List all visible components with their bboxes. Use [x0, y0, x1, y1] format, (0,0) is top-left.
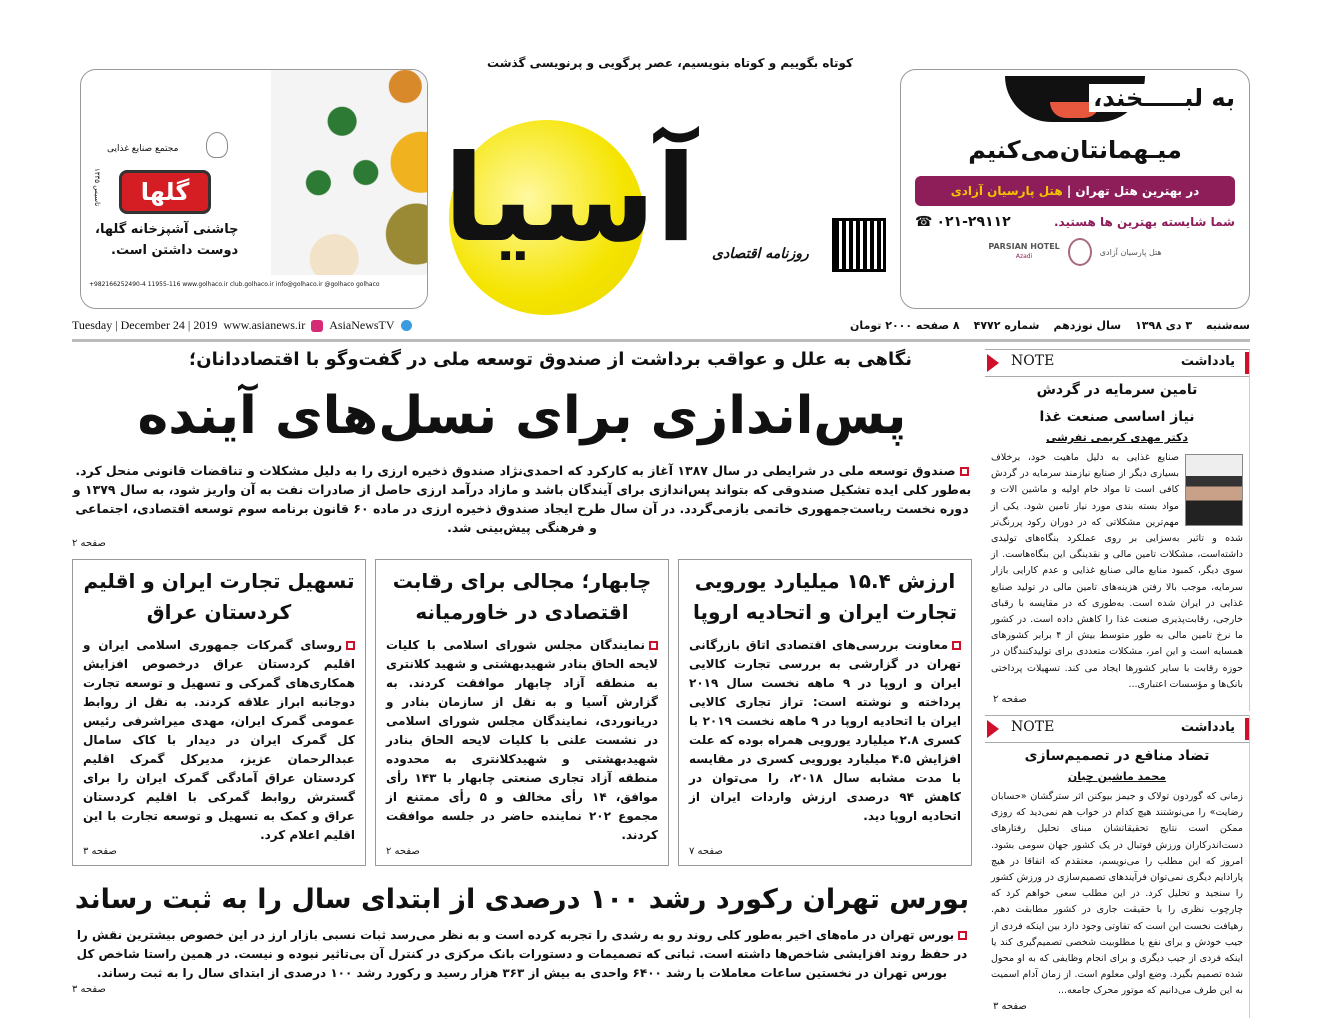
ad-slogan-2: دوست داشتن است.	[111, 243, 239, 258]
bullet-icon	[960, 467, 969, 476]
page-ref[interactable]: صفحه ۲	[72, 538, 106, 549]
ad-slogan-1: چاشنی آشپزخانه گلها،	[95, 222, 239, 237]
ad-line-1: به لبـــــخند،	[1089, 84, 1235, 112]
main-kicker: نگاهی به علل و عواقب برداشت از صندوق توسعه ملی در گفت‌وگو با اقتصاددانان؛	[189, 349, 912, 370]
logo-subtitle: روزنامه اقتصادی	[712, 246, 809, 262]
bullet-icon	[346, 641, 355, 650]
masthead-slogan: کوتاه بگوییم و کوتاه بنویسیم، عصر پرگویی و پرنویسی گذشت	[487, 56, 853, 70]
ad-line-2: میـهمانتان‌می‌کنیم	[968, 136, 1182, 164]
bottom-headline[interactable]: بورس تهران رکورد رشد ۱۰۰ درصدی از ابتدای سال را به ثبت رساند	[74, 884, 970, 915]
note-text: صنایع غذایی به دلیل ماهیت خود، برخلاف بسیاری دیگر از صنایع نیازمند سرمایه در گردش کافی است تا مواد خام اولیه و ماشین الات و مواد بسته بندی مورد نیاز تامین شود. یکی از مهم‌ترین مشکلاتی که در دوران رکود پررنگ‌تر شده و تاثیر به‌سزایی بر روی عملکرد بنگاه‌های تولیدی داشته‌است، مشکلات تامین مالی و نقدینگی این بنگاه‌هاست. از سوی دیگر، کمبود منابع مالی صنایع غذایی و عدم کارایی بازار سرمایه، موجب بالا رفتن هزینه‌های تامین مالی در تولید صنایع غذایی در ایران شده است. به‌طوری که در مقایسه با رقبای خارجی، رقابت‌پذیری صنعت غذا را کاهش داده است. در کشور ما نرخ تامین مالی به طور متوسط بیش از ۴ برابر کشورهای همسایه است و این امر، مشکلات متعددی برای تولیدکنندگان در حوزه رقابت با سایر کشورها ایجاد می کند. تسهیلات پرداختی بانک‌ها و مؤسسات اعتباری...	[991, 452, 1243, 690]
instagram-icon	[311, 320, 323, 332]
parsian-hotel-ad[interactable]	[900, 69, 1250, 309]
arrow-icon	[987, 354, 999, 372]
hotel-en: PARSIAN HOTEL	[988, 242, 1060, 251]
story-title: تسهیل تجارت ایران و اقلیم کردستان عراق	[83, 569, 355, 624]
story-body: معاونت بررسی‌های اقتصادی اتاق بازرگانی تهران در گزارشی به بررسی تجارت کالایی ایران و اروپا در ۹ ماهه نخست سال ۲۰۱۹ پرداخته و نوشته است: تراز تجاری کالایی ایران با اتحادیه اروپا در ۹ ماهه نخست ۲۰۱۹ با کسری ۲.۸ میلیارد یورویی همراه بوده که علت افزایش ۴.۵ میلیارد یورویی کسری در مقایسه با مدت مشابه سال ۲۰۱۸، را می‌توان در کاهش ۹۴ درصدی ارزش واردات ایران از اتحادیه اروپا دید.	[689, 638, 962, 823]
stories-row	[72, 559, 972, 866]
note-text: زمانی که گوردون تولاک و جیمز بیوکنن اثر سترگشان «حسابان رضایت» را می‌نوشتند هیچ کدام در خواب هم نمی‌دید که روزی ممکن است نتایج تحقیقاتشان مبنای تحلیل رفتارهای دست‌اندرکاران ورزش فوتبال در یک کشور جهان سومی بشود. امروز که این مطلب را می‌نویسم، معتقدم که اتفاقا در هیچ پارادایم دیگری نمی‌توان فرآیندهای تصمیم‌سازی در ورزش کشور را سنجید و تحلیل کرد. در این مطلب سعی خواهم کرد که چارچوب نظری را با حقیقت جاری در کشور مطابقت دهم. رهیافت نخست این است که تفاوتی وجود دارد بین اینکه فردی از جیب خودش و برای نفع یا مطلوبیت شخصی تصمیم‌گیری کند یا اینکه فردی از جیب دیگری و برای انجام وظایفی که به او محول شده تصمیم بگیرد. وضع اولی معلوم است. از زمان آدام اسمیت به این طرف می‌دانیم که موتور محرک جامعه...	[991, 791, 1243, 997]
note-column	[985, 349, 1250, 711]
page-ref[interactable]: صفحه ۳	[72, 984, 106, 995]
divider	[72, 339, 1250, 342]
date-en: Tuesday | December 24 | 2019	[72, 318, 218, 332]
hotel-fa: هتل پارسیان آزادی	[1099, 247, 1162, 257]
note-author: محمد ماشین چیان	[1067, 770, 1167, 784]
story-body: نمایندگان مجلس شورای اسلامی با کلیات لایحه الحاق بنادر شهیدبهشتی و شهید کلانتری به منطقه آزاد چابهار موافقت کردند. به گزارش آسیا و به نقل از سازمان بنادر و دریانوردی، نمایندگان مجلس شورای اسلامی در نشست علنی با کلیات لایحه الحاق بنادر شهیدبهشتی و شهیدکلانتری به محدوده منطقه آزاد تجاری صنعتی چابهار با ۱۴۳ رأی موافق، ۱۴ رأی مخالف و ۵ رأی ممتنع از مجموع ۲۰۲ نماینده حاضر در جلسه موافقت کردند.	[386, 638, 658, 842]
main-column	[72, 347, 972, 997]
info-bar	[72, 318, 1250, 333]
band-text-2: هتل پارسیان آزادی	[950, 184, 1063, 198]
note-header	[985, 715, 1249, 743]
bullet-icon	[952, 641, 961, 650]
notes-sidebar	[985, 349, 1250, 1018]
accent-bar	[1245, 352, 1249, 374]
note-header	[985, 349, 1249, 377]
newspaper-logo: آسیا	[443, 130, 697, 269]
page-ref[interactable]: صفحه ۳	[83, 846, 117, 857]
page-ref[interactable]: صفحه ۲	[993, 694, 1027, 706]
story-body: روسای گمرکات جمهوری اسلامی ایران و اقلیم کردستان عراق درخصوص افزایش همکاری‌های گمرکی و تسهیل و توسعه تجارت دوجانبه ابراز علاقه کردند. به نقل از روابط عمومی گمرک ایران، مهدی میراشرفی رئیس کل گمرک ایران در دیدار با کاک سامال عبدالرحمان عزیز، مدیرکل گمرک اقلیم کردستان عراق آمادگی گمرک ایران را برای گسترش روابط گمرکی با اقلیم کردستان عراق و کمک به تسهیل و توسعه تجارت با این اقلیم اعلام کرد.	[83, 638, 355, 842]
note-label-en: NOTE	[1011, 353, 1055, 369]
ad-contacts: +982166252490-4 11955-116 www.golhaco.ir club.golhaco.ir info@golhaco.ir @golhaco golhaco	[89, 281, 380, 288]
bottom-text: بورس تهران در ماه‌های اخیر به‌طور کلی روند رو به رشدی را تجربه کرده است و به نظر می‌رسد ثبات نسبی بازار ارز در این خصوص بیشترین نقش را در حفظ روند افزایشی شاخص‌ها داشته است. ثباتی که تصمیمات و دستورات بانک مرکزی در کنترل آن بی‌تاثیر نبوده و نیست. در همین راستا شاخص کل بورس تهران در نخستین ساعات معاملات با رشد ۶۴۰۰ واحدی به بیش از ۳۶۳ هزار رسید و رکورد رشد ۱۰۰ درصدی از ابتدای سال را به ثبت رساند.	[76, 928, 968, 980]
hotel-en-sub: Azadi	[1015, 253, 1033, 260]
website-link[interactable]: www.asianews.ir	[223, 318, 306, 332]
lead-text: صندوق توسعه ملی در شرایطی در سال ۱۳۸۷ آغاز به کارکرد که احمدی‌نژاد صندوق ذخیره ارزی را به دلیل مشکلات و تناقضات قانونی منحل کرد. به‌طور کلی ایده تشکیل صندوقی که بتواند پس‌اندازی برای آیندگان باشد و مازاد درآمد ارزی حاصل از صادرات نفت به آن واریز شود، به سال ۱۳۷۹ و دوره نخست ریاست‌جمهوری خاتمی بازمی‌گردد. در آن سال طرح ایجاد صندوق ذخیره ارزی در ماده ۶۰ قانون برنامه سوم توسعه اقتصادی، اجتماعی و فرهنگی پیش‌بینی شد.	[72, 463, 972, 535]
weekday: سه‌شنبه	[1206, 319, 1250, 332]
accent-bar	[1245, 718, 1249, 740]
year-label: سال نوزدهم	[1053, 319, 1122, 332]
golha-ad[interactable]	[80, 69, 428, 309]
bottom-body	[72, 926, 972, 983]
brand-tagline: مجتمع صنایع غذایی	[107, 144, 179, 154]
spices-image	[271, 70, 428, 275]
verified-icon	[401, 320, 412, 331]
social-handle[interactable]: AsiaNewsTV	[329, 318, 395, 332]
arrow-icon	[987, 720, 999, 738]
story-box[interactable]	[678, 559, 972, 866]
story-box[interactable]	[375, 559, 669, 866]
hotel-emblem-icon	[1068, 238, 1092, 266]
chef-mascot-icon	[206, 132, 228, 158]
page-ref[interactable]: صفحه ۲	[386, 846, 420, 857]
main-lead	[72, 461, 972, 537]
bullet-icon	[649, 641, 658, 650]
bullet-icon	[958, 931, 967, 940]
phone-icon: ☎	[915, 214, 933, 230]
author-photo	[1185, 454, 1243, 526]
band-text-1: در بهترین هتل تهران |	[1066, 184, 1200, 198]
note-body	[985, 789, 1249, 1000]
story-title: ارزش ۱۵.۴ میلیارد یورویی تجارت ایران و اتحادیه اروپا	[692, 569, 958, 624]
page-ref[interactable]: صفحه ۷	[689, 846, 723, 857]
page-ref[interactable]: صفحه ۳	[993, 1000, 1027, 1012]
note-body	[985, 450, 1249, 693]
note-title[interactable]: تضاد منافع در تصمیم‌سازی	[1024, 748, 1210, 765]
note-label-fa: یادداشت	[1180, 720, 1235, 736]
pages-price: ۸ صفحه ۲۰۰۰ تومان	[850, 319, 960, 332]
main-headline[interactable]: پس‌اندازی برای نسل‌های آینده	[137, 386, 907, 446]
issue-number: شماره ۴۷۷۲	[973, 319, 1040, 332]
ad-phone: ۰۲۱-۲۹۱۱۲	[936, 214, 1011, 230]
note-column	[985, 715, 1250, 1018]
founded-label: تاسیس ۱۳۳۵	[93, 168, 101, 207]
note-title[interactable]: تامین سرمایه در گردش	[1036, 382, 1198, 398]
ad-tagline: شما شایسته بهترین ها هستید.	[1053, 215, 1235, 229]
date-fa: ۳ دی ۱۳۹۸	[1135, 319, 1193, 332]
story-title: چابهار؛ مجالی برای رقابت اقتصادی در خاورمیانه	[392, 569, 652, 624]
note-label-fa: یادداشت	[1180, 354, 1235, 369]
qr-code-icon[interactable]	[832, 218, 886, 272]
ad-band	[915, 176, 1235, 206]
note-title[interactable]: نیاز اساسی صنعت غذا	[1039, 409, 1195, 425]
story-box[interactable]	[72, 559, 366, 866]
note-author: دکتر مهدی کریمی تفرشی	[1045, 431, 1189, 444]
note-label-en: NOTE	[1011, 719, 1055, 736]
golha-logo: گلها	[119, 170, 211, 214]
